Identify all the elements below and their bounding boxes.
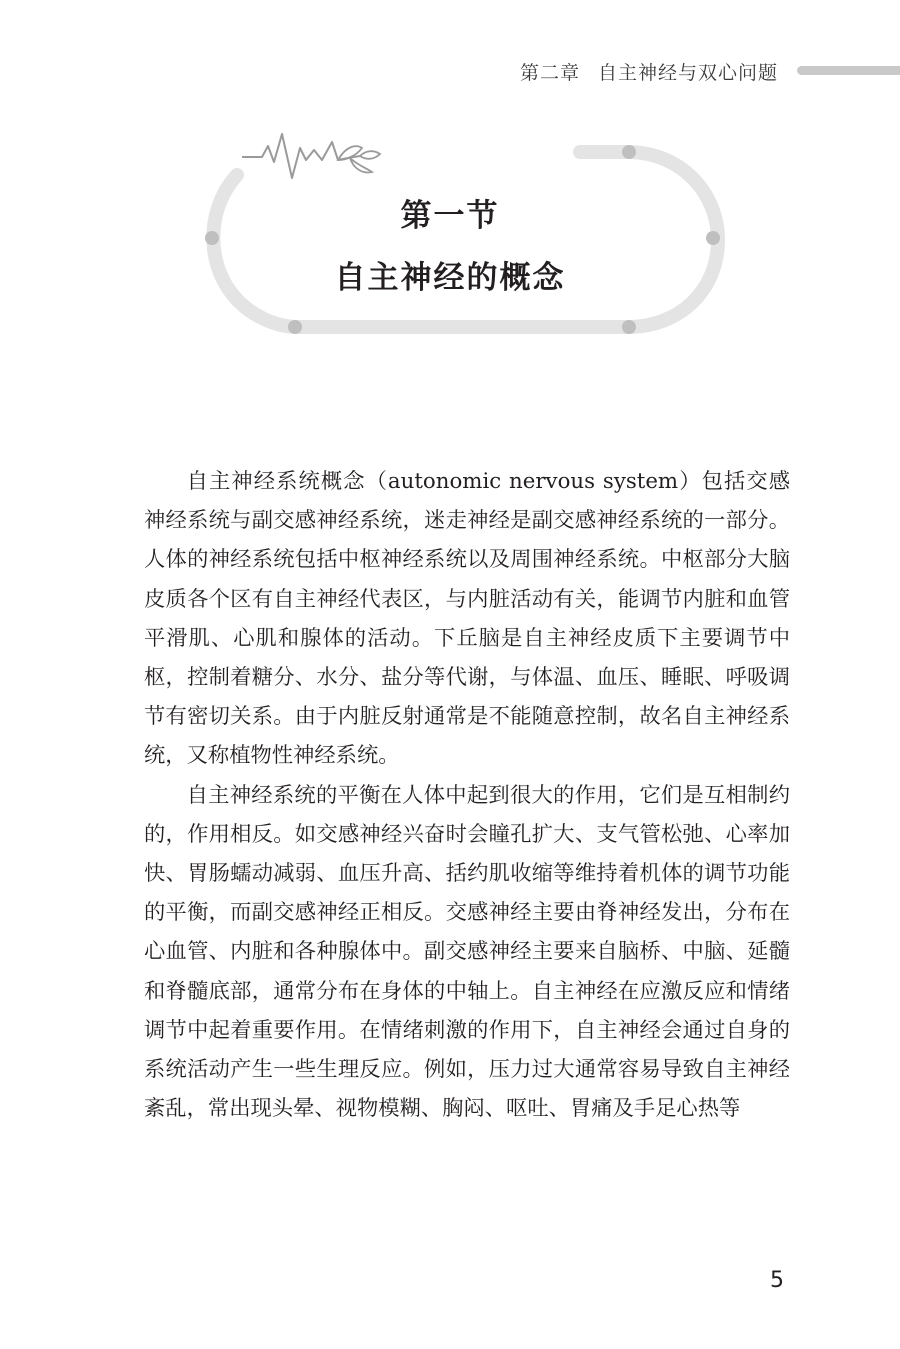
section-title: 自主神经的概念: [334, 260, 566, 296]
chapter-title: 自主神经与双心问题: [598, 62, 779, 84]
section-number: 第一节: [400, 198, 500, 234]
page-number: 5: [770, 1268, 784, 1293]
frame-left-arc: [213, 152, 718, 327]
paragraph: 自主神经系统的平衡在人体中起到很大的作用，它们是互相制约的，作用相反。如交感神经兴奋时会瞳孔扩大、支气管松弛、心率加快、胃肠蠕动减弱、血压升高、括约肌收缩等维持着机体的调节功能的平衡，而副交感神经正相反。交感神经主要由脊神经发出，分布在心血管、内脏和各种腺体中。副交感神经主要来自脑桥、中脑、延髓和脊髓底部，通常分布在身体的中轴上。自主神经在应激反应和情绪调节中起着重要作用。在情绪刺激的作用下，自主神经会通过自身的系统活动产生一些生理反应。例如，压力过大通常容易导致自主神经紊乱，常出现头晕、视物模糊、胸闷、呕吐、胃痛及手足心热等: [144, 782, 790, 1122]
heartbeat-leaf-icon: [242, 134, 380, 178]
body-text: [144, 462, 790, 1128]
paragraph: 自主神经系统概念（autonomic nervous system）包括交感神经系统与副交感神经系统，迷走神经是副交感神经系统的一部分。人体的神经系统包括中枢神经系统以及周围神经系统。中枢部分大脑皮质各个区有自主神经代表区，与内脏活动有关，能调节内脏和血管平滑肌、心肌和腺体的活动。下丘脑是自主神经皮质下主要调节中枢，控制着糖分、水分、盐分等代谢，与体温、血压、睡眠、呼吸调节有密切关系。由于内脏反射通常是不能随意控制，故名自主神经系统，又称植物性神经系统。: [144, 469, 790, 769]
frame-dot: [622, 145, 636, 159]
section-title-frame: [0, 0, 900, 360]
frame-dot: [622, 320, 636, 334]
frame-dot: [288, 320, 302, 334]
chapter-number: 第二章: [520, 62, 581, 84]
